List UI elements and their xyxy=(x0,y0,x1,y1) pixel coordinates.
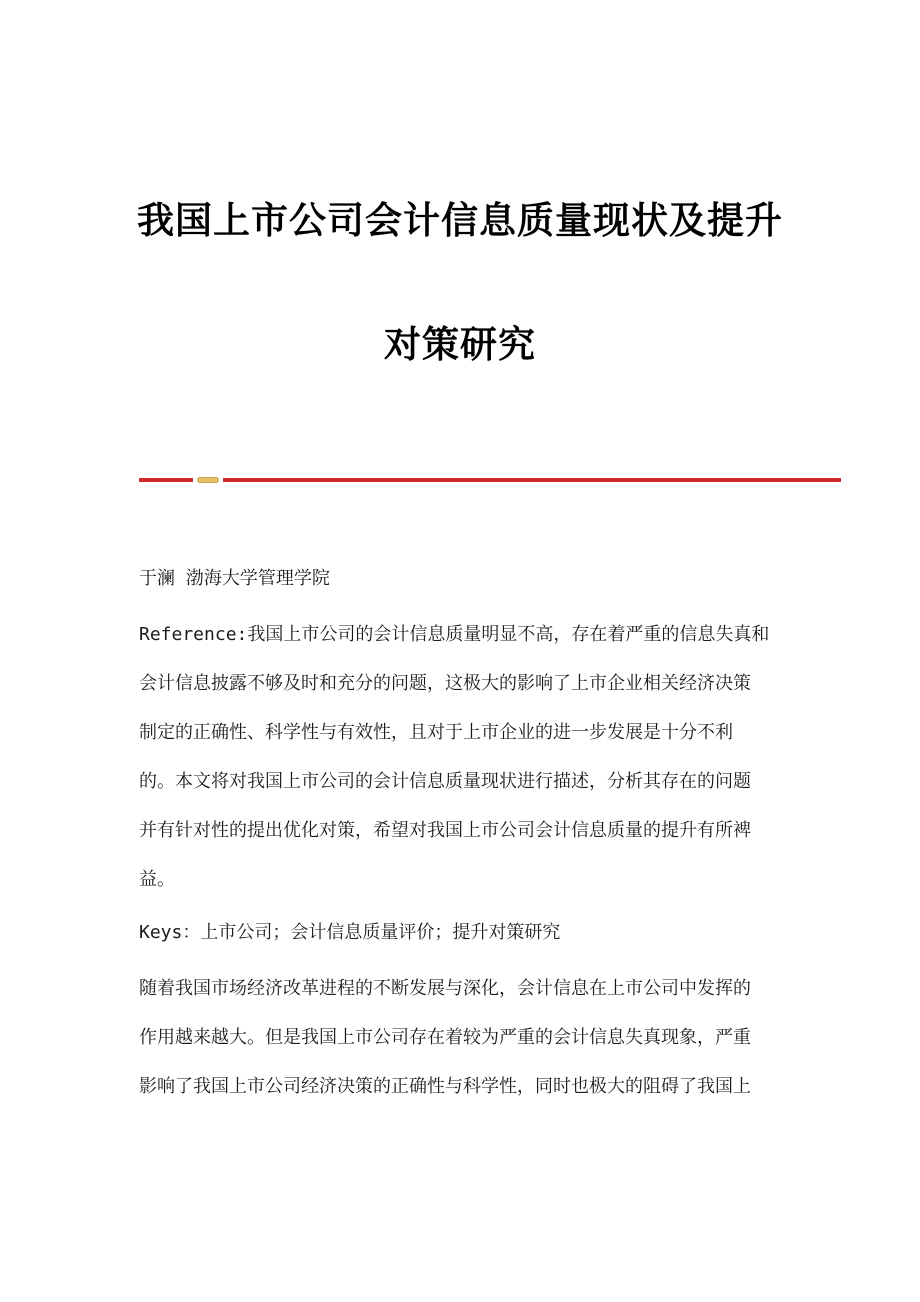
abstract-line: 会计信息披露不够及时和充分的问题，这极大的影响了上市企业相关经济决策 xyxy=(139,673,751,694)
author-affiliation: 于澜 渤海大学管理学院 xyxy=(139,568,330,589)
divider-right-bar xyxy=(223,478,841,482)
abstract-line: 的。本文将对我国上市公司的会计信息质量现状进行描述，分析其存在的问题 xyxy=(139,771,751,792)
abstract-line: 并有针对性的提出优化对策，希望对我国上市公司会计信息质量的提升有所裨 xyxy=(139,820,751,841)
body-line: 随着我国市场经济改革进程的不断发展与深化，会计信息在上市公司中发挥的 xyxy=(139,978,751,999)
body-line: 影响了我国上市公司经济决策的正确性与科学性，同时也极大的阻碍了我国上 xyxy=(139,1076,751,1097)
divider-left-bar xyxy=(139,478,193,482)
abstract-line: Reference:我国上市公司的会计信息质量明显不高，存在着严重的信息失真和 xyxy=(139,624,770,645)
title-line-2: 对策研究 xyxy=(384,323,536,366)
abstract-line: 制定的正确性、科学性与有效性，且对于上市企业的进一步发展是十分不利 xyxy=(139,722,733,743)
keywords-line: Keys：上市公司；会计信息质量评价；提升对策研究 xyxy=(139,922,561,943)
divider-badge-icon xyxy=(197,477,219,483)
title-divider xyxy=(139,475,841,485)
body-line: 作用越来越大。但是我国上市公司存在着较为严重的会计信息失真现象，严重 xyxy=(139,1027,751,1048)
abstract-line: 益。 xyxy=(139,869,175,890)
title-line-1: 我国上市公司会计信息质量现状及提升 xyxy=(137,199,783,242)
